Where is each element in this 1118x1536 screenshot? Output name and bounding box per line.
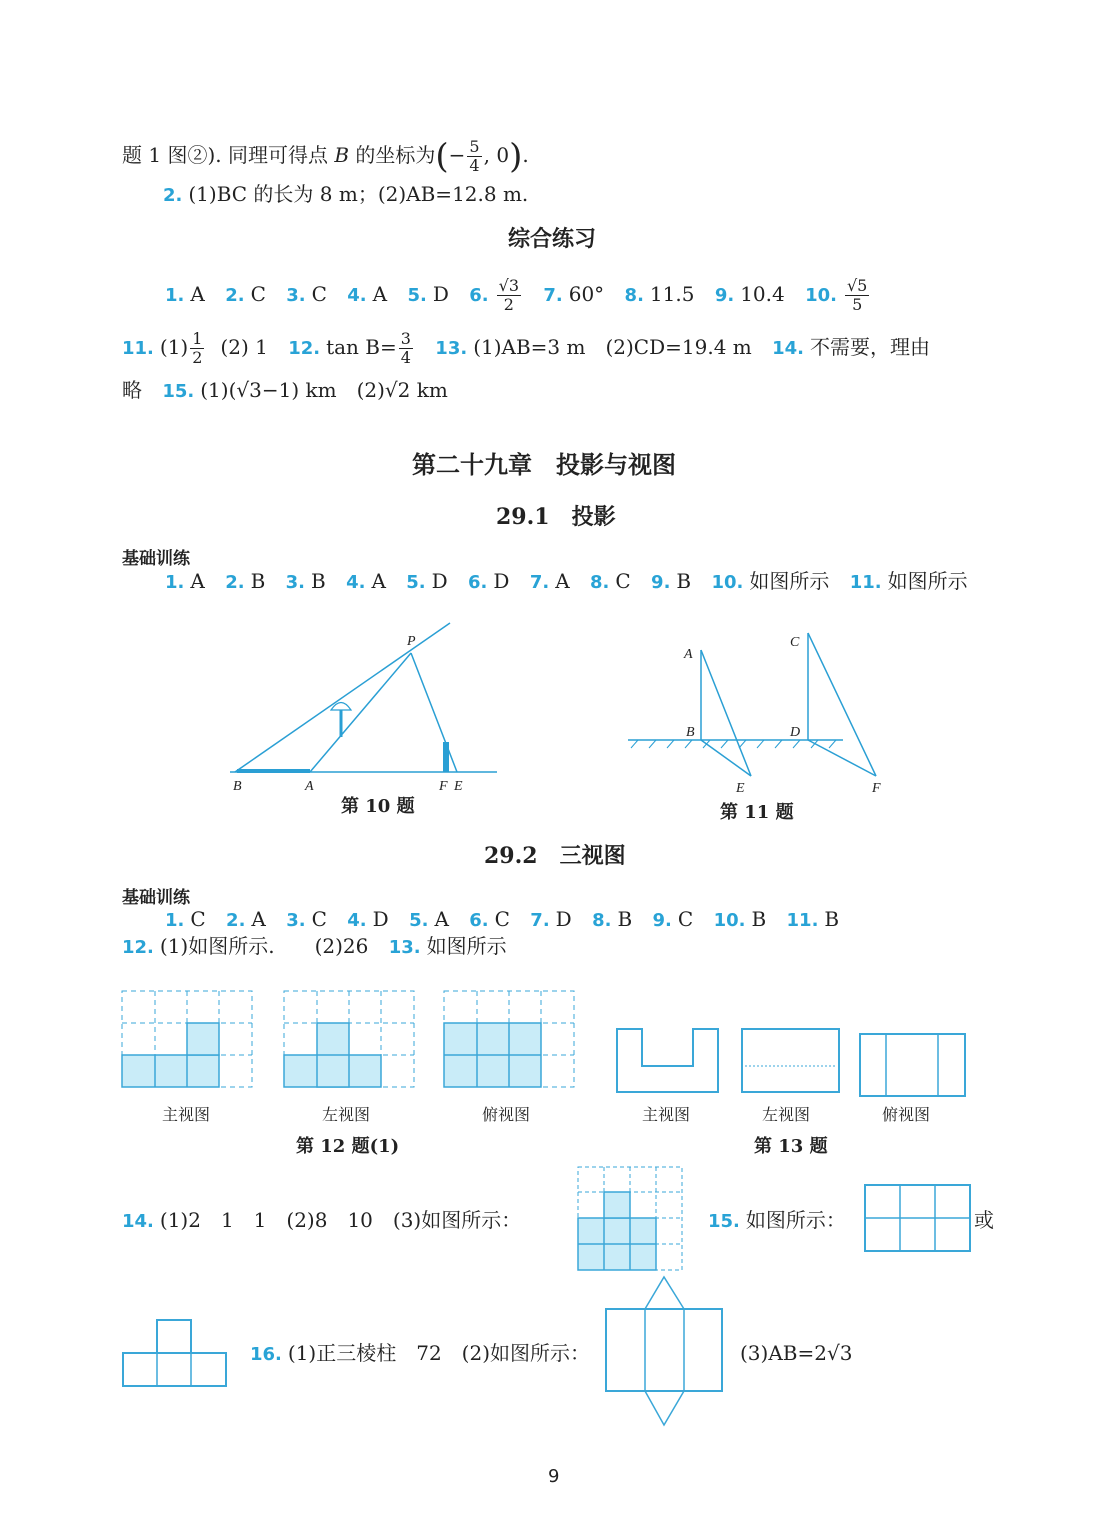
- question-number: 9.: [651, 572, 671, 593]
- numerator: 1: [192, 329, 203, 348]
- question-number: 2.: [163, 185, 183, 206]
- paren-open: (: [435, 136, 449, 177]
- question-number: 10.: [711, 572, 744, 593]
- denominator: 2: [192, 348, 203, 367]
- figure-12-caption: 第 12 题(1): [296, 1136, 400, 1157]
- text: 的坐标为: [349, 143, 436, 167]
- answer: A: [251, 907, 266, 931]
- question-number: 10.: [805, 285, 837, 306]
- question-number: 2.: [225, 572, 245, 593]
- view-label: 俯视图: [482, 1105, 531, 1124]
- question-number: 4.: [347, 910, 367, 931]
- answer: B: [751, 907, 767, 931]
- answer: A: [434, 907, 449, 931]
- question-number: 5.: [409, 910, 429, 931]
- answer: (1)(√3−1) km (2)√2 km: [200, 378, 448, 402]
- question-number: 13.: [388, 937, 421, 958]
- question-number: 3.: [286, 285, 306, 306]
- answer: C: [311, 282, 327, 306]
- answer: B: [824, 907, 840, 931]
- answer: A: [371, 569, 386, 593]
- text: 题 1 图②). 同理可得点: [122, 143, 335, 167]
- figure-10-caption: 第 10 题: [341, 796, 415, 817]
- answer: (1): [159, 335, 189, 359]
- point-label: B: [334, 143, 350, 167]
- answer: 10.4: [740, 282, 785, 306]
- view-label: 左视图: [762, 1105, 811, 1124]
- answer: 如图所示: [426, 934, 507, 958]
- question-number: 11.: [786, 910, 819, 931]
- fraction: [497, 277, 521, 314]
- answer: (1)2 1 1 (2)8 10 (3)如图所示：: [159, 1208, 522, 1232]
- figure-13-front-view: [616, 1028, 720, 1094]
- section-29-1-title: 29.1 投影: [496, 504, 616, 530]
- numerator: √3: [498, 276, 519, 295]
- view-label: 主视图: [642, 1105, 691, 1124]
- question-number: 6.: [468, 572, 488, 593]
- q15-figure-a: [864, 1184, 972, 1254]
- question-number: 7.: [529, 572, 550, 593]
- question-number: 10.: [713, 910, 746, 931]
- figure-12-top-view: [443, 990, 575, 1088]
- question-number: 14.: [122, 1211, 154, 1232]
- question-number: 12.: [288, 338, 321, 359]
- question-number: 6.: [469, 285, 489, 306]
- label-B: B: [233, 779, 242, 794]
- question-number: 5.: [407, 285, 427, 306]
- answer: C: [311, 907, 327, 931]
- answer: B: [617, 907, 633, 931]
- sign: −: [448, 143, 466, 167]
- fraction: [845, 277, 869, 314]
- answer: 如图所示：: [745, 1208, 846, 1232]
- question-number: 5.: [406, 572, 426, 593]
- text: 略: [122, 378, 142, 402]
- label-A: A: [305, 779, 314, 794]
- subsection-title: 基础训练: [122, 549, 190, 569]
- page-number: 9: [548, 1466, 560, 1487]
- answer: 60°: [568, 282, 605, 306]
- s2-answers-row: [165, 905, 839, 935]
- figure-13-caption: 第 13 题: [754, 1136, 828, 1157]
- q15-or: 或: [974, 1208, 994, 1232]
- q14-row: [122, 1206, 521, 1236]
- q15-figure-b: [122, 1318, 228, 1388]
- question-number: 9.: [714, 285, 735, 306]
- label-F: F: [872, 781, 881, 796]
- question-number: 12.: [122, 937, 154, 958]
- zonghe-row-2: [122, 330, 930, 367]
- line-2: [163, 180, 528, 210]
- numerator: 3: [400, 329, 411, 348]
- answer: 11.5: [649, 282, 695, 306]
- label-F: F: [439, 779, 448, 794]
- answer: 如图所示: [887, 569, 968, 593]
- answer: (1)BC 的长为 8 m；(2)AB=12.8 m.: [188, 182, 529, 206]
- question-number: 4.: [346, 572, 366, 593]
- figure-10: [225, 615, 525, 795]
- answer: D: [432, 282, 449, 306]
- numerator: 5: [469, 137, 480, 156]
- label-P: P: [407, 634, 416, 649]
- label-E: E: [736, 781, 745, 796]
- question-number: 2.: [226, 910, 246, 931]
- q16-net-figure: [604, 1275, 726, 1427]
- answer: C: [677, 907, 694, 931]
- question-number: 14.: [772, 338, 804, 359]
- question-number: 1.: [165, 572, 185, 593]
- chapter-title: 第二十九章 投影与视图: [412, 450, 676, 479]
- question-number: 15.: [162, 381, 195, 402]
- question-number: 1.: [165, 910, 185, 931]
- answer: B: [676, 569, 692, 593]
- answer: (1)AB=3 m (2)CD=19.4 m: [473, 335, 752, 359]
- question-number: 15.: [708, 1211, 740, 1232]
- label-D: D: [790, 725, 801, 740]
- figure-11-caption: 第 11 题: [720, 802, 794, 823]
- answer: 不需要，理由: [810, 335, 930, 359]
- answer: A: [555, 569, 570, 593]
- question-number: 8.: [592, 910, 612, 931]
- q14-figure: [577, 1166, 685, 1272]
- answer: D: [372, 907, 389, 931]
- question-number: 9.: [652, 910, 672, 931]
- fraction: [467, 138, 481, 175]
- answer: A: [190, 569, 205, 593]
- paren-close: ): [509, 136, 523, 177]
- answer: D: [493, 569, 510, 593]
- zonghe-row-3: [122, 376, 448, 406]
- answer: C: [615, 569, 631, 593]
- zonghe-row-1: [165, 277, 871, 314]
- question-number: 3.: [286, 910, 306, 931]
- answer: D: [555, 907, 572, 931]
- section-29-2-title: 29.2 三视图: [484, 843, 626, 869]
- fraction: [399, 330, 413, 367]
- answer: A: [372, 282, 388, 306]
- view-label: 俯视图: [882, 1105, 931, 1124]
- figure-12-left-view: [283, 990, 415, 1088]
- denominator: 4: [400, 348, 411, 367]
- denominator: 2: [503, 295, 514, 314]
- view-label: 主视图: [162, 1105, 211, 1124]
- denominator: 4: [469, 156, 480, 175]
- question-number: 7.: [543, 285, 563, 306]
- question-number: 3.: [285, 572, 305, 593]
- answer: C: [494, 907, 510, 931]
- question-number: 8.: [624, 285, 644, 306]
- label-E: E: [454, 779, 463, 794]
- label-A: A: [684, 647, 693, 662]
- answer: B: [311, 569, 326, 593]
- answer: C: [190, 907, 206, 931]
- answer: D: [431, 569, 448, 593]
- q16-row: [250, 1339, 590, 1369]
- answer: tan B=: [326, 335, 397, 359]
- q12-13-row: [122, 932, 507, 962]
- question-number: 1.: [165, 285, 185, 306]
- fraction: [190, 330, 204, 367]
- question-number: 7.: [530, 910, 550, 931]
- subsection-title: 基础训练: [122, 888, 190, 908]
- q15-row: [708, 1206, 846, 1236]
- answer: C: [250, 282, 266, 306]
- s1-answers-row: [165, 567, 968, 597]
- question-number: 4.: [347, 285, 367, 306]
- figure-13-top-view: [859, 1033, 967, 1099]
- question-number: 2.: [225, 285, 245, 306]
- question-number: 6.: [469, 910, 489, 931]
- section-title: 综合练习: [508, 226, 597, 252]
- line-1: 题 1 图②). 同理可得点 B 的坐标为(− $\frac{5}{4}$ , 0).: [122, 136, 529, 177]
- question-number: 13.: [435, 338, 468, 359]
- figure-13-left-view: [741, 1028, 841, 1094]
- answer: (2) 1: [220, 335, 268, 359]
- figure-12-front-view: [121, 990, 253, 1088]
- numerator: √5: [846, 276, 868, 295]
- answer: (1)正三棱柱 72 (2)如图所示：: [287, 1341, 590, 1365]
- question-number: 8.: [590, 572, 610, 593]
- answer: (1)如图所示. (2)26: [159, 934, 369, 958]
- figure-11: [628, 628, 898, 808]
- q16-part3: (3)AB=2√3: [740, 1341, 853, 1365]
- denominator: 5: [852, 295, 863, 314]
- question-number: 16.: [250, 1344, 282, 1365]
- view-label: 左视图: [322, 1105, 371, 1124]
- question-number: 11.: [849, 572, 882, 593]
- question-number: 11.: [122, 338, 154, 359]
- answer: B: [250, 569, 266, 593]
- answer: A: [190, 282, 205, 306]
- answer: 如图所示: [749, 569, 830, 593]
- label-B: B: [686, 725, 695, 740]
- label-C: C: [790, 635, 800, 650]
- text: , 0: [483, 143, 510, 167]
